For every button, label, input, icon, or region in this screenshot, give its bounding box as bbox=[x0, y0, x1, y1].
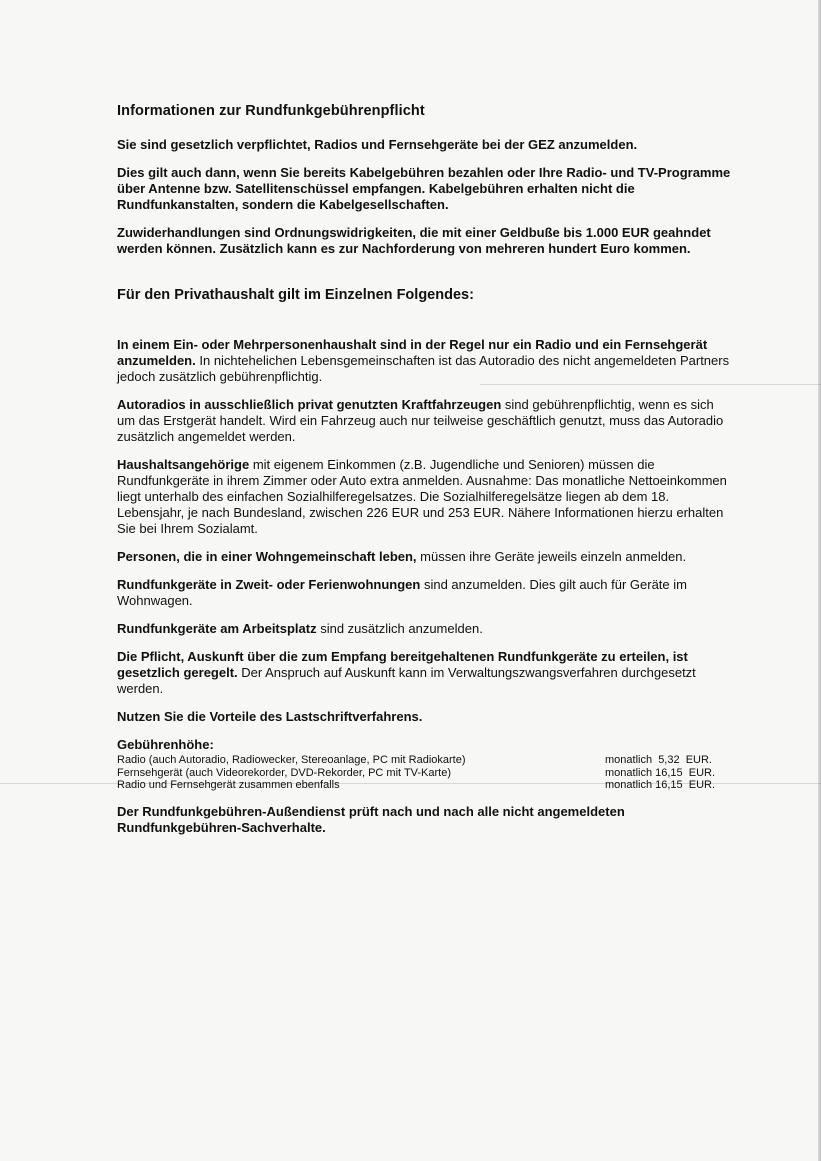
direct-debit-note: Nutzen Sie die Vorteile des Lastschriftverfahrens. bbox=[117, 709, 423, 724]
rule-shared-flat-bold: Personen, die in einer Wohngemeinschaft leben, bbox=[117, 549, 417, 564]
rule-shared-flat-text: müssen ihre Geräte jeweils einzeln anmelden. bbox=[416, 549, 687, 564]
rule-second-home bbox=[117, 577, 732, 609]
fee-label: Fernsehgerät (auch Videorekorder, DVD-Rekorder, PC mit TV-Karte) bbox=[117, 766, 452, 779]
fee-label: Radio und Fernsehgerät zusammen ebenfalls bbox=[117, 779, 340, 791]
rule-household bbox=[117, 337, 732, 385]
rule-workplace bbox=[117, 621, 732, 637]
rule-car-radio bbox=[117, 397, 732, 445]
fee-row bbox=[117, 779, 732, 792]
rule-shared-flat bbox=[117, 549, 732, 565]
fees-title: Gebührenhöhe: bbox=[117, 737, 214, 752]
fee-row bbox=[117, 754, 732, 767]
rule-car-radio-bold: Autoradios in ausschließlich privat genutzten Kraftfahrzeugen bbox=[117, 397, 502, 412]
rule-household-members bbox=[117, 457, 732, 537]
rule-information-duty-text: Der Anspruch auf Auskunft kann im Verwaltungszwangsverfahren durchgesetzt werden. bbox=[117, 665, 696, 696]
document-title: Informationen zur Rundfunkgebührenpflicht bbox=[117, 103, 425, 119]
fee-amount: monatlich 16,15 EUR. bbox=[605, 766, 716, 779]
section-heading: Für den Privathaushalt gilt im Einzelnen Folgendes: bbox=[117, 287, 474, 303]
rule-information-duty bbox=[117, 649, 732, 697]
rule-household-members-bold: Haushaltsangehörige bbox=[117, 457, 250, 472]
rule-workplace-text: sind zusätzlich anzumelden. bbox=[316, 621, 483, 636]
rule-car-radio-text: sind gebührenpflichtig, wenn es sich um das Erstgerät handelt. Wird ein Fahrzeug auch nur teilweise geschäftlich genutzt, muss das Autoradio zusätzlich angemeldet werden. bbox=[117, 397, 724, 444]
rule-household-text: In nichtehelichen Lebensgemeinschaften ist das Autoradio des nicht angemeldeten Partners jedoch zusätzlich gebührenpflichtig. bbox=[117, 353, 730, 384]
rule-household-members-text: mit eigenem Einkommen (z.B. Jugendliche und Senioren) müssen die Rundfunkgeräte in ihrem Zimmer oder Auto extra anmelden. Ausnahme: Das monatliche Nettoeinkommen liegt unterhalb des einfachen Sozialhilferegelsatzes. Die Sozialhilferegelsätze liegen ab dem 18. Lebensjahr, je nach Bundesland, zwischen 226 EUR und 253 EUR. Nähere Informationen hierzu erhalten Sie bei Ihrem Sozialamt. bbox=[117, 457, 727, 536]
fee-row bbox=[117, 767, 732, 780]
rule-second-home-bold: Rundfunkgeräte in Zweit- oder Ferienwohnungen bbox=[117, 577, 421, 592]
rule-second-home-text: sind anzumelden. Dies gilt auch für Geräte im Wohnwagen. bbox=[117, 577, 687, 608]
fees-table bbox=[117, 754, 732, 792]
paragraph-penalty: Zuwiderhandlungen sind Ordnungswidrigkeiten, die mit einer Geldbuße bis 1.000 EUR geahndet werden können. Zusätzlich kann es zur Nachforderung von mehreren hundert Euro kommen. bbox=[117, 225, 711, 256]
fee-label: Radio (auch Autoradio, Radiowecker, Stereoanlage, PC mit Radiokarte) bbox=[117, 754, 466, 766]
final-note: Der Rundfunkgebühren-Außendienst prüft nach und nach alle nicht angemeldeten Rundfunkgebühren-Sachverhalte. bbox=[117, 803, 625, 835]
rule-household-bold: In einem Ein- oder Mehrpersonenhaushalt sind in der Regel nur ein Radio und ein Fernsehgerät anzumelden. bbox=[117, 337, 708, 368]
paragraph-obligation: Sie sind gesetzlich verpflichtet, Radios und Fernsehgeräte bei der GEZ anzumelden. bbox=[117, 137, 638, 152]
rule-information-duty-bold: Die Pflicht, Auskunft über die zum Empfang bereitgehaltenen Rundfunkgeräte zu erteilen, ist gesetzlich geregelt. bbox=[117, 649, 688, 680]
fee-amount: monatlich 5,32 EUR. bbox=[605, 754, 712, 766]
document-body bbox=[117, 103, 732, 848]
fee-amount: monatlich 16,15 EUR. bbox=[605, 779, 716, 791]
paragraph-cable: Dies gilt auch dann, wenn Sie bereits Kabelgebühren bezahlen oder Ihre Radio- und TV-Programme über Antenne bzw. Satellitenschüssel empfangen. Kabelgebühren erhalten nicht die Rundfunkanstalten, sondern die Kabelgesellschaften. bbox=[117, 165, 731, 212]
rule-workplace-bold: Rundfunkgeräte am Arbeitsplatz bbox=[117, 621, 317, 636]
